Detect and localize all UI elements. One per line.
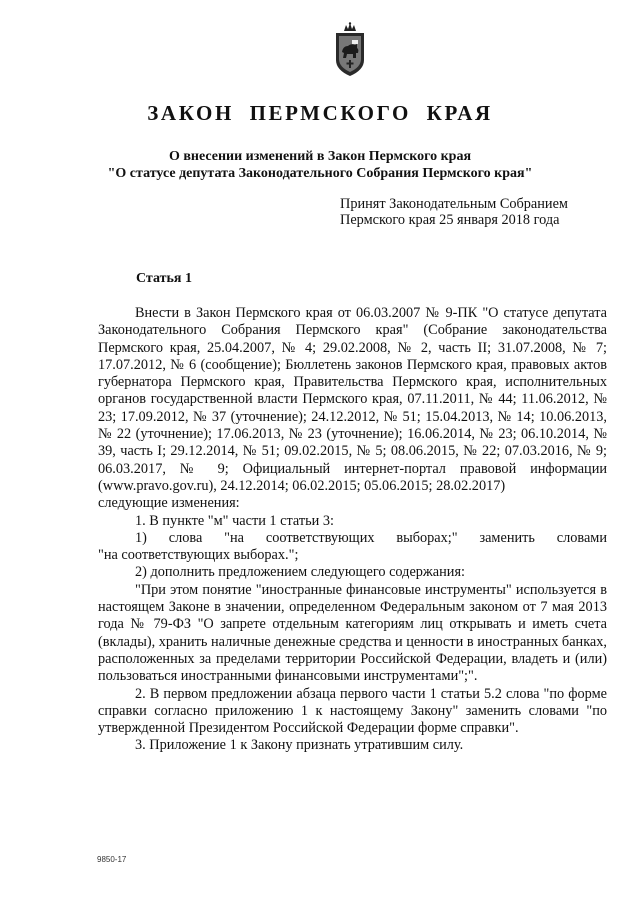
paragraph-item-3: 3. Приложение 1 к Закону признать утратившим силу. xyxy=(135,737,464,754)
paragraph-item-1: 1. В пункте "м" части 1 статьи 3: xyxy=(135,512,335,529)
document-code: 9850-17 xyxy=(97,855,127,864)
paragraph-quote: "При этом понятие "иностранные финансовые инструменты" используется в настоящем Законе в значении, определенном Федеральным законом от 7 мая 2013 года № 79-ФЗ "О запрете отдельным категориям лиц открывать и иметь счета (вклады), хранить наличные денежные средства и ценности в иностранных банках, расположенных за пределами территории Российской Федерации, владеть и (или) пользоваться иностранными финансовыми инструментами";". xyxy=(98,581,607,685)
adoption-line-2: Пермского края 25 января 2018 года xyxy=(340,212,560,228)
paragraph-item-2: 2. В первом предложении абзаца первого части 1 статьи 5.2 слова "по форме справки согласно приложению 1 к настоящему Закону" заменить словами "по утвержденной Президентом Российской Федерации форме справки". xyxy=(98,685,607,737)
paragraph-subitem-1: 1) слова "на соответствующих выборах;" заменить словами xyxy=(135,529,607,546)
subtitle-line-1: О внесении изменений в Закон Пермского края xyxy=(168,149,472,164)
law-subtitle xyxy=(0,148,640,182)
adoption-line-1: Принят Законодательным Собранием xyxy=(340,196,568,212)
paragraph-intro: Внести в Закон Пермского края от 06.03.2007 № 9-ПК "О статусе депутата Законодательного Собрания Пермского края" (Собрание законодательства Пермского края, 25.04.2007, № 4; 29.02.2008, № 2, часть II; 31.07.2008, № 7; 17.07.2012, № 6 (сообщение); Бюллетень законов Пермского края, правовых актов губернатора Пермского края, Правительства Пермского края, исполнительных органов государственной власти Пермского края, 07.11.2011, № 44; 11.06.2012, № 23; 17.09.2012, № 37 (уточнение); 24.12.2012, № 51; 15.04.2013, № 14; 10.06.2013, № 22 (уточнение); 17.06.2013, № 23 (уточнение); 16.06.2014, № 23; 06.10.2014, № 39, часть I; 29.12.2014, № 51; 09.02.2015, № 5; 08.06.2015, № 22; 07.03.2016, № 9; 06.03.2017, № 9; Официальный интернет-портал правовой информации (www.pravo.gov.ru), 24.12.2014; 06.02.2015; 05.06.2015; 28.02.2017) xyxy=(98,305,607,494)
paragraph-subitem-1-cont: "на соответствующих выборах."; xyxy=(98,547,299,564)
coat-of-arms-emblem xyxy=(331,22,369,78)
paragraph-subitem-2: 2) дополнить предложением следующего содержания: xyxy=(135,564,466,581)
law-title: ЗАКОН ПЕРМСКОГО КРАЯ xyxy=(147,101,493,125)
paragraph-changes-lead: следующие изменения: xyxy=(98,495,240,512)
adoption-note xyxy=(340,196,568,228)
subtitle-line-2: "О статусе депутата Законодательного Собрания Пермского края" xyxy=(107,166,533,181)
article-body xyxy=(98,305,607,755)
article-heading: Статья 1 xyxy=(136,271,192,286)
